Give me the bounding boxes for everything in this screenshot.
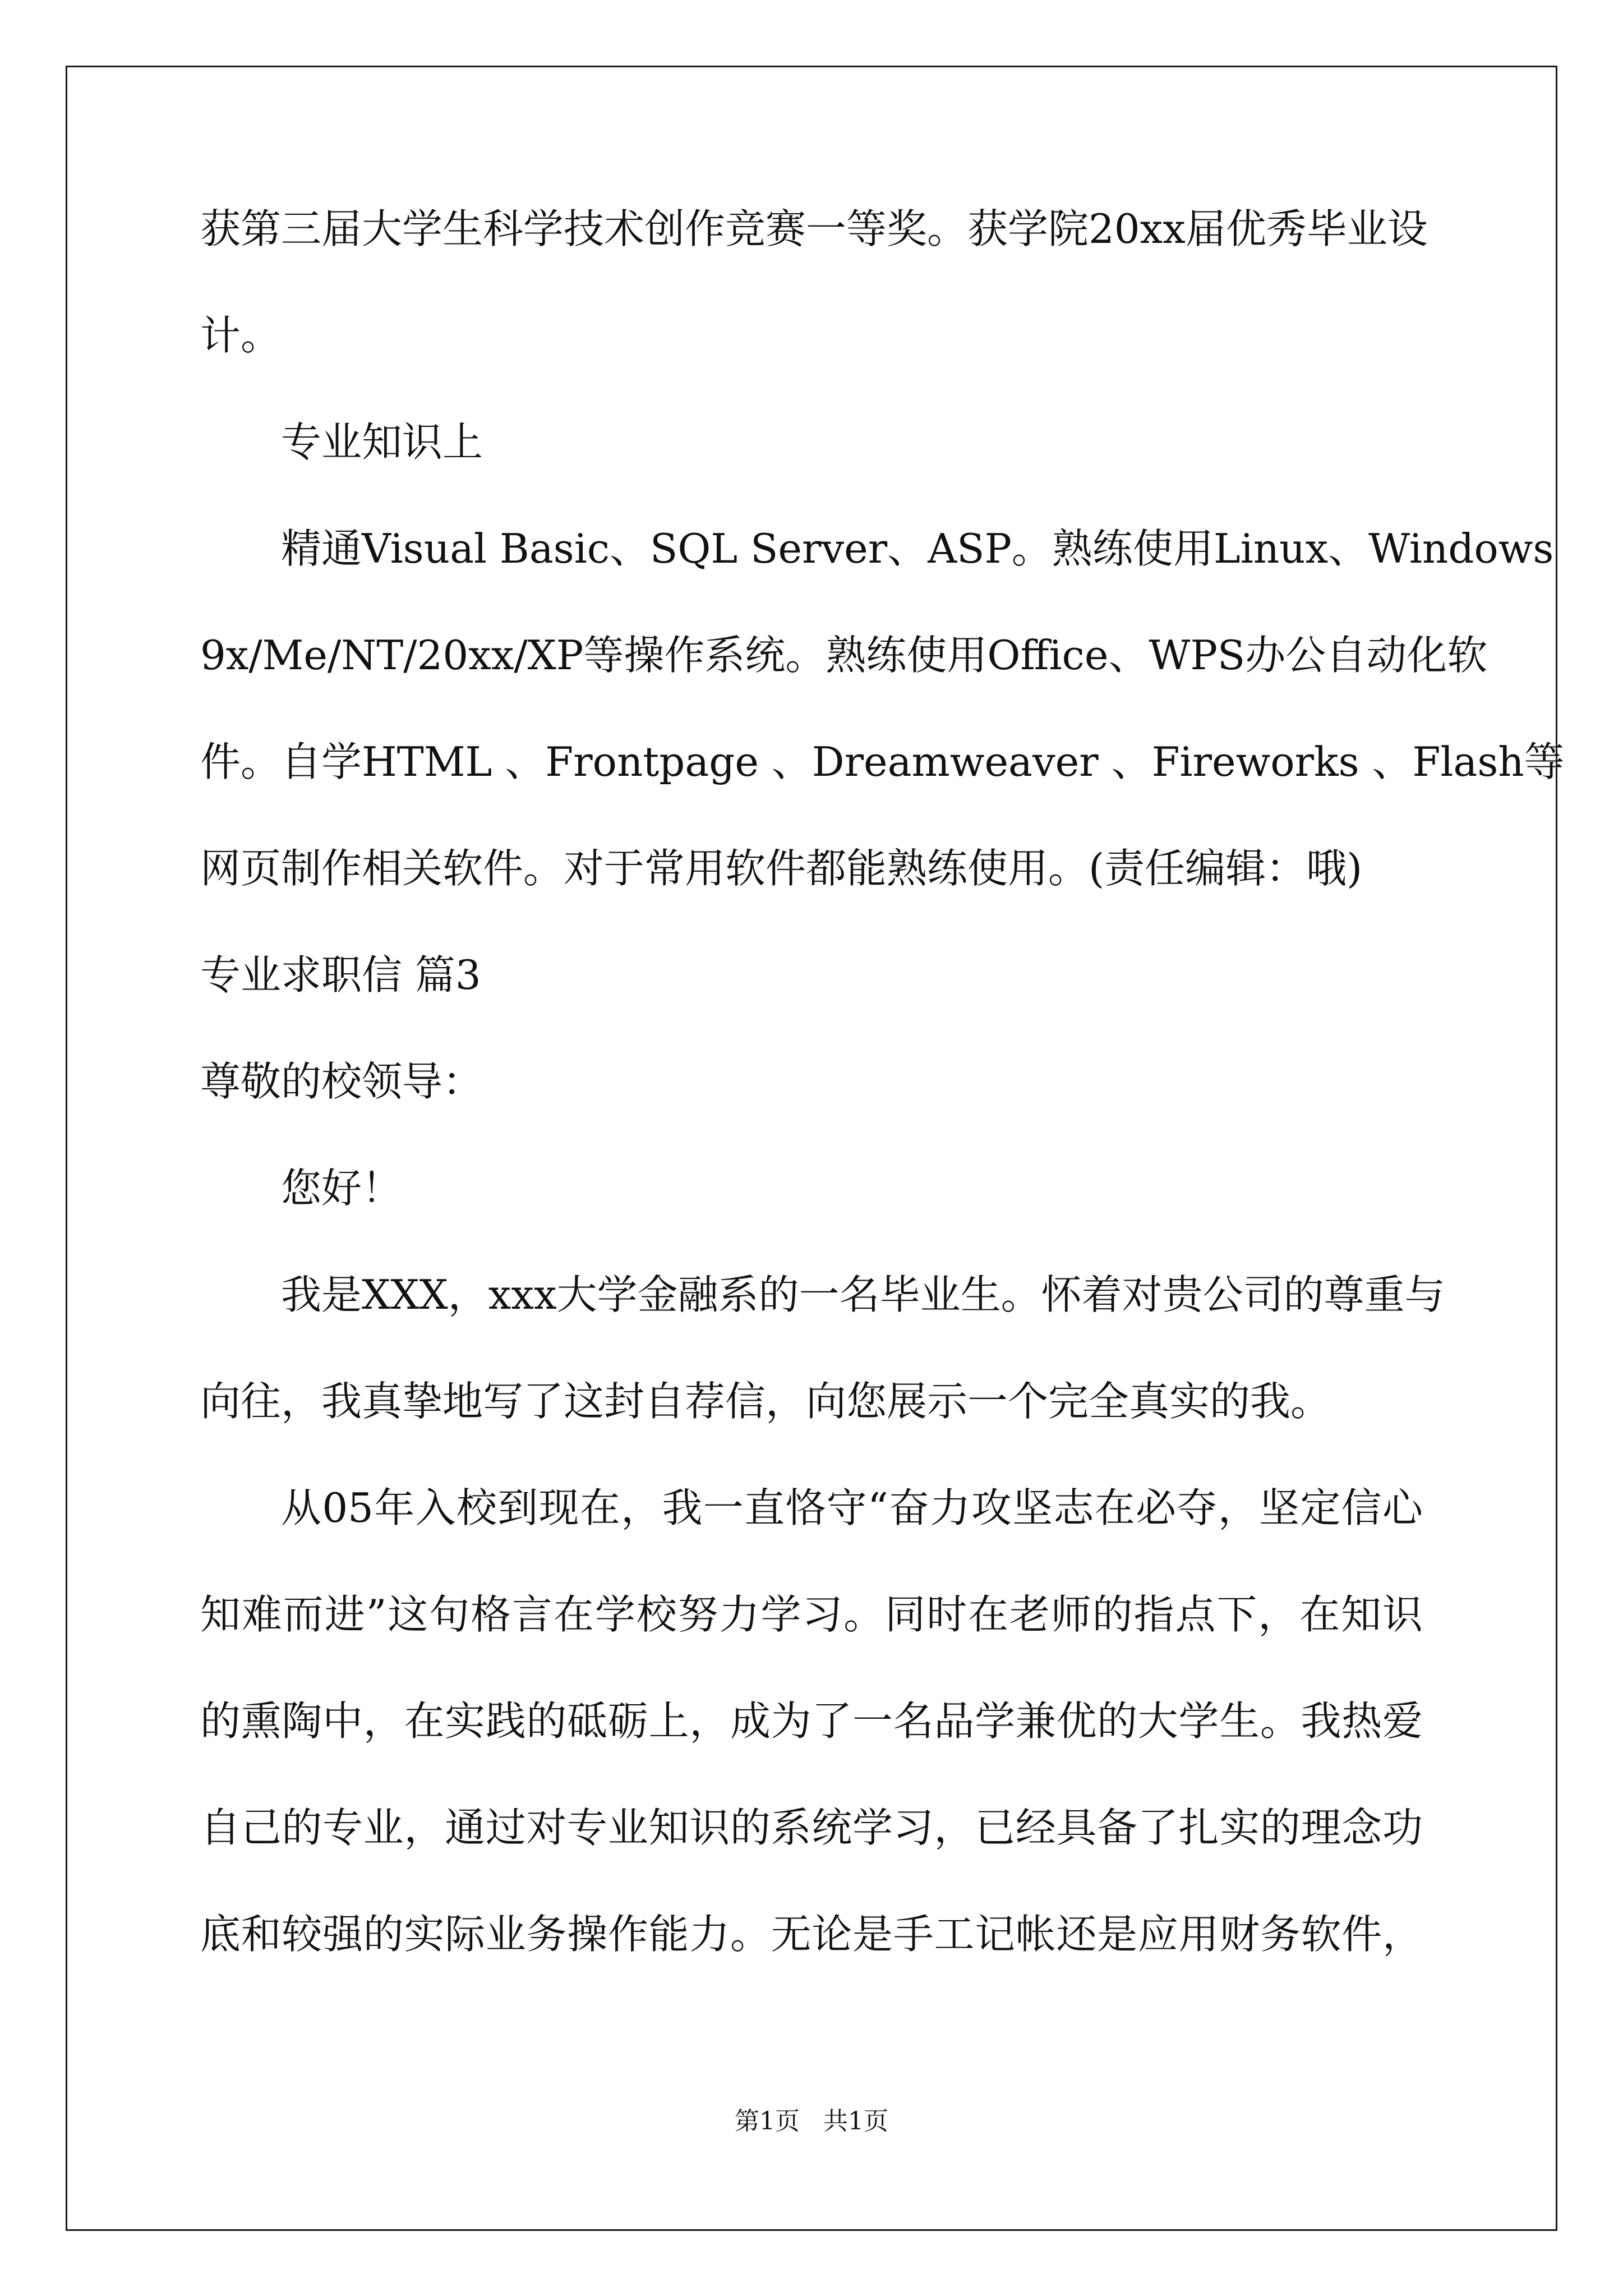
text-line: 的熏陶中，在实践的砥砺上，成为了一名品学兼优的大学生。我热爱 bbox=[200, 1697, 1423, 1745]
text-line: 9x/Me/NT/20xx/XP等操作系统。熟练使用Office、WPS办公自动化软 bbox=[200, 632, 1488, 679]
page-border bbox=[66, 66, 1565, 2231]
text-line: 获第三届大学生科学技术创作竞赛一等奖。获学院20xx届优秀毕业设 bbox=[200, 205, 1428, 252]
salutation: 尊敬的校领导： bbox=[200, 1058, 483, 1105]
greeting: 您好！ bbox=[281, 1165, 403, 1212]
text-line: 自己的专业，通过对专业知识的系统学习，已经具备了扎实的理念功 bbox=[200, 1804, 1423, 1851]
text-line: 网页制作相关软件。对于常用软件都能熟练使用。(责任编辑：哦) bbox=[200, 845, 1363, 892]
letter-title: 专业求职信 篇3 bbox=[200, 951, 481, 999]
text-line: 精通Visual Basic、SQL Server、ASP。熟练使用Linux、Windows bbox=[281, 525, 1554, 572]
text-line: 知难而进”这句格言在学校努力学习。同时在老师的指点下，在知识 bbox=[200, 1591, 1423, 1638]
text-line: 底和较强的实际业务操作能力。无论是手工记帐还是应用财务软件， bbox=[200, 1911, 1423, 1958]
text-line: 从05年入校到现在，我一直恪守“奋力攻坚志在必夺，坚定信心 bbox=[281, 1484, 1423, 1531]
text-line: 向往，我真挚地写了这封自荐信，向您展示一个完全真实的我。 bbox=[200, 1378, 1331, 1425]
text-line: 计。 bbox=[200, 312, 282, 359]
section-heading: 专业知识上 bbox=[281, 418, 483, 466]
text-line: 件。自学HTML 、Frontpage 、Dreamweaver 、Fireworks 、Flash等 bbox=[200, 738, 1565, 785]
text-line: 我是XXX，xxx大学金融系的一名毕业生。怀着对贵公司的尊重与 bbox=[281, 1271, 1445, 1318]
page-footer: 第1页 共1页 bbox=[735, 2107, 888, 2136]
